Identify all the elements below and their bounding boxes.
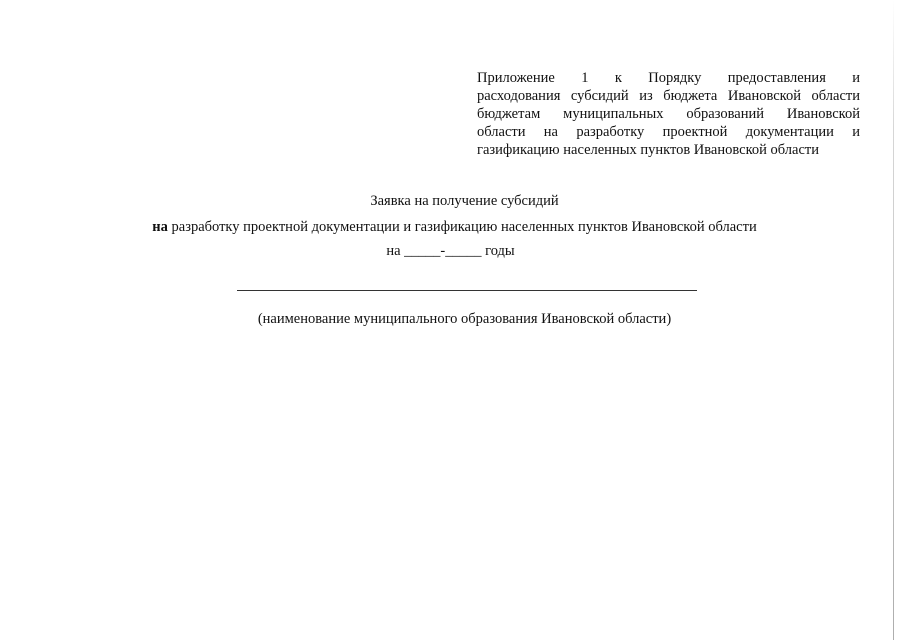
- subtitle-prefix: на: [152, 219, 168, 235]
- appendix-line: бюджетам муниципальных образований Ивановской: [477, 106, 860, 122]
- municipality-caption: (наименование муниципального образования Ивановской области): [257, 311, 672, 327]
- appendix-line: Приложение 1 к Порядку предоставления и: [477, 70, 860, 86]
- appendix-note: [477, 69, 860, 159]
- municipality-blank-line: [237, 290, 697, 291]
- subtitle-text: разработку проектной документации и газификацию населенных пунктов Ивановской области: [167, 219, 757, 235]
- years-field: на _____-_____ годы: [386, 243, 515, 259]
- appendix-line: газификацию населенных пунктов Ивановской области: [477, 142, 819, 158]
- document-subtitle: [2, 219, 905, 236]
- appendix-line: области на разработку проектной документации и: [477, 124, 860, 140]
- document-title: Заявка на получение субсидий: [370, 193, 559, 209]
- scan-edge-divider: [893, 0, 894, 640]
- appendix-line: расходования субсидий из бюджета Ивановской области: [477, 88, 860, 104]
